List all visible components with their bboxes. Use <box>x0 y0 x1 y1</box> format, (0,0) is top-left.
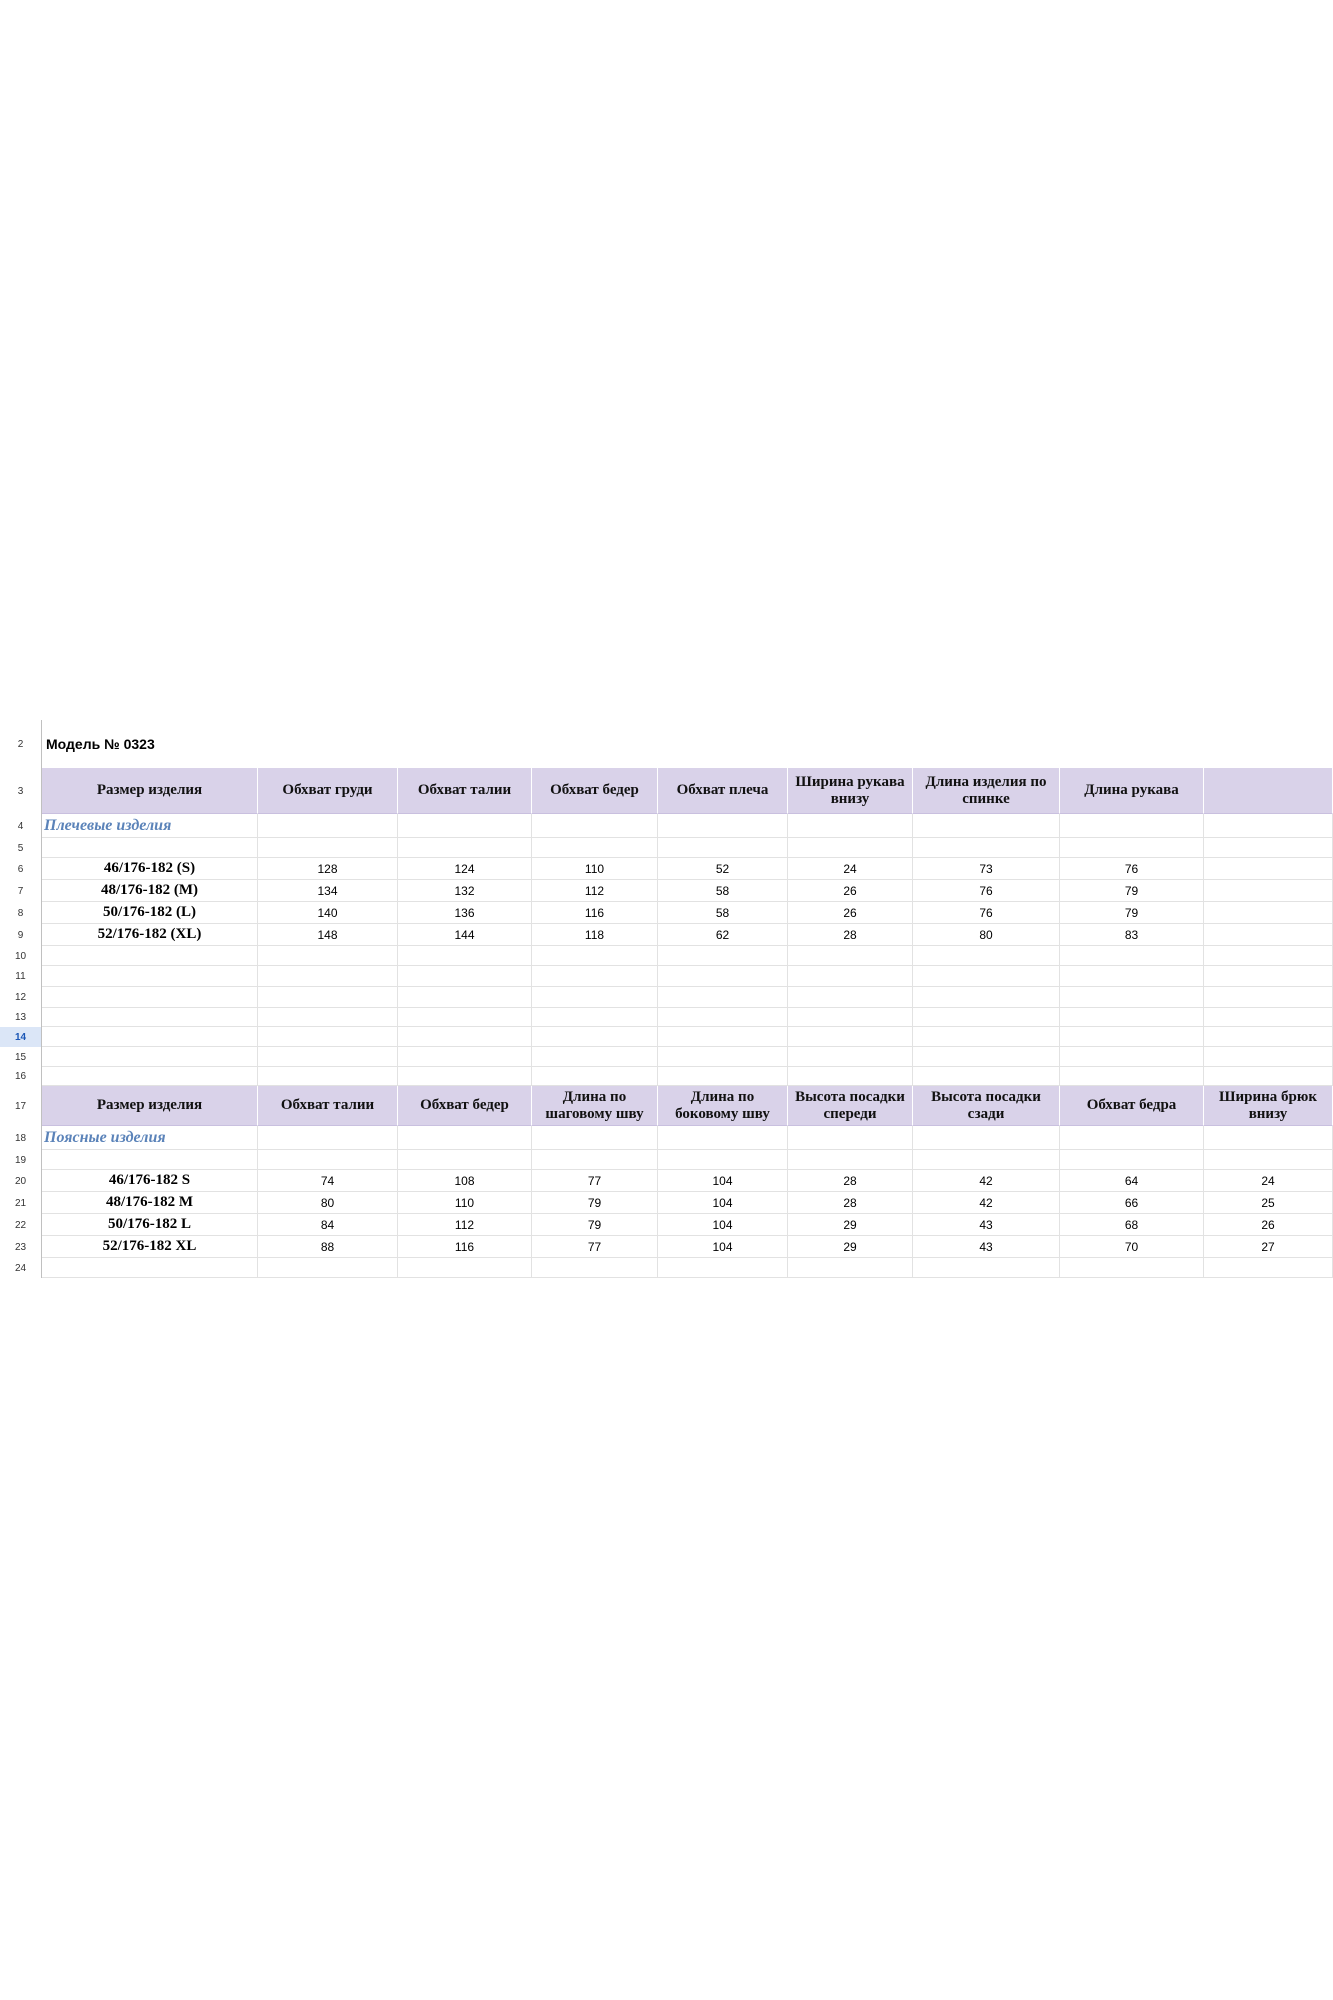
sheet-row-9[interactable] <box>0 924 1333 946</box>
column-header[interactable]: Размер изделия <box>42 1086 258 1126</box>
row-number[interactable]: 11 <box>0 966 42 987</box>
sheet-row-14[interactable] <box>0 1027 1333 1047</box>
column-header[interactable]: Длина по шаговому шву <box>532 1086 658 1126</box>
empty-cell[interactable] <box>788 1126 913 1150</box>
value-cell[interactable]: 128 <box>258 858 398 880</box>
empty-cell[interactable] <box>658 1150 788 1170</box>
empty-cell[interactable] <box>1060 987 1204 1008</box>
empty-cell[interactable] <box>42 1047 258 1067</box>
value-cell[interactable]: 77 <box>532 1170 658 1192</box>
value-cell[interactable]: 116 <box>398 1236 532 1258</box>
value-cell[interactable]: 110 <box>532 858 658 880</box>
empty-cell[interactable] <box>258 987 398 1008</box>
empty-cell[interactable] <box>913 946 1060 966</box>
row-number[interactable]: 2 <box>0 720 42 768</box>
row-number[interactable]: 14 <box>0 1027 42 1047</box>
empty-cell[interactable] <box>788 1067 913 1086</box>
row-number[interactable]: 24 <box>0 1258 42 1278</box>
empty-cell[interactable] <box>1060 966 1204 987</box>
value-cell[interactable]: 25 <box>1204 1192 1333 1214</box>
empty-cell[interactable] <box>258 1047 398 1067</box>
sheet-row-2[interactable] <box>0 720 1333 768</box>
empty-cell[interactable] <box>398 1126 532 1150</box>
sheet-row-5[interactable] <box>0 838 1333 858</box>
empty-cell[interactable] <box>398 1008 532 1027</box>
size-cell[interactable]: 50/176-182 (L) <box>42 902 258 924</box>
value-cell[interactable]: 140 <box>258 902 398 924</box>
value-cell[interactable] <box>1204 880 1333 902</box>
value-cell[interactable]: 27 <box>1204 1236 1333 1258</box>
value-cell[interactable]: 28 <box>788 924 913 946</box>
value-cell[interactable]: 26 <box>788 902 913 924</box>
value-cell[interactable]: 124 <box>398 858 532 880</box>
sheet-row-24[interactable] <box>0 1258 1333 1278</box>
empty-cell[interactable] <box>398 1067 532 1086</box>
empty-cell[interactable] <box>913 1258 1060 1278</box>
sheet-row-16[interactable] <box>0 1067 1333 1086</box>
empty-cell[interactable] <box>258 814 398 838</box>
value-cell[interactable] <box>1204 858 1333 880</box>
row-number[interactable]: 7 <box>0 880 42 902</box>
column-header[interactable]: Обхват груди <box>258 768 398 814</box>
empty-cell[interactable] <box>658 814 788 838</box>
column-header[interactable] <box>1204 768 1333 814</box>
empty-cell[interactable] <box>1204 1067 1333 1086</box>
empty-cell[interactable] <box>913 814 1060 838</box>
value-cell[interactable]: 28 <box>788 1192 913 1214</box>
value-cell[interactable]: 26 <box>788 880 913 902</box>
row-number[interactable]: 21 <box>0 1192 42 1214</box>
value-cell[interactable]: 79 <box>532 1214 658 1236</box>
empty-cell[interactable] <box>532 1008 658 1027</box>
empty-cell[interactable] <box>1060 1047 1204 1067</box>
value-cell[interactable]: 43 <box>913 1214 1060 1236</box>
empty-cell[interactable] <box>258 838 398 858</box>
column-header[interactable]: Обхват талии <box>398 768 532 814</box>
empty-cell[interactable] <box>1060 1027 1204 1047</box>
empty-cell[interactable] <box>42 966 258 987</box>
empty-cell[interactable] <box>658 1067 788 1086</box>
column-header[interactable]: Длина рукава <box>1060 768 1204 814</box>
value-cell[interactable]: 68 <box>1060 1214 1204 1236</box>
value-cell[interactable]: 79 <box>1060 880 1204 902</box>
empty-cell[interactable] <box>788 838 913 858</box>
empty-cell[interactable] <box>1060 1126 1204 1150</box>
value-cell[interactable] <box>1204 902 1333 924</box>
value-cell[interactable]: 70 <box>1060 1236 1204 1258</box>
empty-cell[interactable] <box>1204 1258 1333 1278</box>
empty-cell[interactable] <box>788 1258 913 1278</box>
empty-cell[interactable] <box>788 1027 913 1047</box>
sheet-row-3[interactable] <box>0 768 1333 814</box>
size-cell[interactable]: 52/176-182 (XL) <box>42 924 258 946</box>
empty-cell[interactable] <box>658 1047 788 1067</box>
value-cell[interactable]: 64 <box>1060 1170 1204 1192</box>
sheet-row-18[interactable] <box>0 1126 1333 1150</box>
value-cell[interactable]: 116 <box>532 902 658 924</box>
value-cell[interactable]: 104 <box>658 1236 788 1258</box>
value-cell[interactable]: 76 <box>913 902 1060 924</box>
empty-cell[interactable] <box>788 1047 913 1067</box>
row-number[interactable]: 5 <box>0 838 42 858</box>
empty-cell[interactable] <box>788 946 913 966</box>
value-cell[interactable] <box>1204 924 1333 946</box>
empty-cell[interactable] <box>658 966 788 987</box>
value-cell[interactable]: 76 <box>1060 858 1204 880</box>
row-number[interactable]: 12 <box>0 987 42 1008</box>
empty-cell[interactable] <box>258 1150 398 1170</box>
row-number[interactable]: 17 <box>0 1086 42 1126</box>
empty-cell[interactable] <box>1204 1150 1333 1170</box>
value-cell[interactable]: 58 <box>658 902 788 924</box>
column-header[interactable]: Обхват бедер <box>532 768 658 814</box>
empty-cell[interactable] <box>532 1047 658 1067</box>
column-header[interactable]: Размер изделия <box>42 768 258 814</box>
empty-cell[interactable] <box>42 838 258 858</box>
empty-cell[interactable] <box>532 1126 658 1150</box>
value-cell[interactable]: 79 <box>1060 902 1204 924</box>
value-cell[interactable]: 88 <box>258 1236 398 1258</box>
empty-cell[interactable] <box>913 1047 1060 1067</box>
value-cell[interactable]: 104 <box>658 1214 788 1236</box>
empty-cell[interactable] <box>258 1008 398 1027</box>
value-cell[interactable]: 110 <box>398 1192 532 1214</box>
size-cell[interactable]: 46/176-182 (S) <box>42 858 258 880</box>
sheet-row-6[interactable] <box>0 858 1333 880</box>
empty-cell[interactable] <box>42 1258 258 1278</box>
value-cell[interactable]: 83 <box>1060 924 1204 946</box>
empty-cell[interactable] <box>788 814 913 838</box>
empty-cell[interactable] <box>532 814 658 838</box>
empty-cell[interactable] <box>658 838 788 858</box>
empty-cell[interactable] <box>1204 838 1333 858</box>
value-cell[interactable]: 29 <box>788 1214 913 1236</box>
empty-cell[interactable] <box>398 987 532 1008</box>
empty-cell[interactable] <box>658 1027 788 1047</box>
sheet-row-11[interactable] <box>0 966 1333 987</box>
value-cell[interactable]: 24 <box>788 858 913 880</box>
empty-cell[interactable] <box>658 1258 788 1278</box>
value-cell[interactable]: 108 <box>398 1170 532 1192</box>
value-cell[interactable]: 26 <box>1204 1214 1333 1236</box>
empty-cell[interactable] <box>1204 946 1333 966</box>
row-number[interactable]: 22 <box>0 1214 42 1236</box>
row-number[interactable]: 23 <box>0 1236 42 1258</box>
empty-cell[interactable] <box>532 1067 658 1086</box>
empty-cell[interactable] <box>658 987 788 1008</box>
empty-cell[interactable] <box>913 1067 1060 1086</box>
empty-cell[interactable] <box>1204 1126 1333 1150</box>
row-number[interactable]: 18 <box>0 1126 42 1150</box>
empty-cell[interactable] <box>42 1027 258 1047</box>
empty-cell[interactable] <box>788 1150 913 1170</box>
value-cell[interactable]: 134 <box>258 880 398 902</box>
empty-cell[interactable] <box>913 966 1060 987</box>
empty-cell[interactable] <box>788 966 913 987</box>
empty-cell[interactable] <box>1204 966 1333 987</box>
sheet-row-22[interactable] <box>0 1214 1333 1236</box>
sheet-row-23[interactable] <box>0 1236 1333 1258</box>
empty-cell[interactable] <box>42 1067 258 1086</box>
value-cell[interactable]: 62 <box>658 924 788 946</box>
value-cell[interactable]: 132 <box>398 880 532 902</box>
value-cell[interactable]: 84 <box>258 1214 398 1236</box>
row-number[interactable]: 16 <box>0 1067 42 1086</box>
empty-cell[interactable] <box>532 1150 658 1170</box>
sheet-row-10[interactable] <box>0 946 1333 966</box>
column-header[interactable]: Ширина рукава внизу <box>788 768 913 814</box>
value-cell[interactable]: 104 <box>658 1192 788 1214</box>
sheet-row-8[interactable] <box>0 902 1333 924</box>
model-title: Модель № 0323 <box>46 736 155 752</box>
empty-cell[interactable] <box>658 946 788 966</box>
column-header[interactable]: Высота посадки сзади <box>913 1086 1060 1126</box>
empty-cell[interactable] <box>1204 1047 1333 1067</box>
value-cell[interactable]: 52 <box>658 858 788 880</box>
value-cell[interactable]: 112 <box>398 1214 532 1236</box>
column-header[interactable]: Обхват бедер <box>398 1086 532 1126</box>
section-label: Поясные изделия <box>44 1129 166 1146</box>
row-number[interactable]: 4 <box>0 814 42 838</box>
value-cell[interactable]: 58 <box>658 880 788 902</box>
row-number[interactable]: 13 <box>0 1008 42 1027</box>
row-number[interactable]: 3 <box>0 768 42 814</box>
empty-cell[interactable] <box>258 1126 398 1150</box>
sheet-row-4[interactable] <box>0 814 1333 838</box>
size-cell[interactable]: 48/176-182 (M) <box>42 880 258 902</box>
empty-cell[interactable] <box>42 987 258 1008</box>
value-cell[interactable]: 28 <box>788 1170 913 1192</box>
value-cell[interactable]: 79 <box>532 1192 658 1214</box>
empty-cell[interactable] <box>532 1258 658 1278</box>
empty-cell[interactable] <box>1060 838 1204 858</box>
empty-cell[interactable] <box>1060 1258 1204 1278</box>
empty-cell[interactable] <box>658 1126 788 1150</box>
empty-cell[interactable] <box>532 966 658 987</box>
value-cell[interactable]: 29 <box>788 1236 913 1258</box>
value-cell[interactable]: 77 <box>532 1236 658 1258</box>
sheet-row-20[interactable] <box>0 1170 1333 1192</box>
column-header[interactable]: Длина по боковому шву <box>658 1086 788 1126</box>
sheet-row-7[interactable] <box>0 880 1333 902</box>
empty-cell[interactable] <box>658 1008 788 1027</box>
value-cell[interactable]: 104 <box>658 1170 788 1192</box>
value-cell[interactable]: 80 <box>258 1192 398 1214</box>
sheet-row-12[interactable] <box>0 987 1333 1008</box>
empty-cell[interactable] <box>788 987 913 1008</box>
empty-cell[interactable] <box>398 814 532 838</box>
row-number[interactable]: 9 <box>0 924 42 946</box>
sheet-row-17[interactable] <box>0 1086 1333 1126</box>
value-cell[interactable]: 43 <box>913 1236 1060 1258</box>
empty-cell[interactable] <box>913 838 1060 858</box>
empty-cell[interactable] <box>258 1067 398 1086</box>
value-cell[interactable]: 144 <box>398 924 532 946</box>
empty-cell[interactable] <box>1060 1008 1204 1027</box>
empty-cell[interactable] <box>532 946 658 966</box>
empty-cell[interactable] <box>42 1008 258 1027</box>
empty-cell[interactable] <box>42 946 258 966</box>
empty-cell[interactable] <box>913 1027 1060 1047</box>
empty-cell[interactable] <box>398 838 532 858</box>
empty-cell[interactable] <box>1204 987 1333 1008</box>
row-number[interactable]: 8 <box>0 902 42 924</box>
empty-cell[interactable] <box>258 1027 398 1047</box>
empty-cell[interactable] <box>532 987 658 1008</box>
column-header[interactable]: Длина изделия по спинке <box>913 768 1060 814</box>
empty-cell[interactable] <box>258 946 398 966</box>
value-cell[interactable]: 136 <box>398 902 532 924</box>
value-cell[interactable]: 73 <box>913 858 1060 880</box>
empty-cell[interactable] <box>913 1008 1060 1027</box>
value-cell[interactable]: 24 <box>1204 1170 1333 1192</box>
row-number[interactable]: 15 <box>0 1047 42 1067</box>
empty-cell[interactable] <box>258 1258 398 1278</box>
sheet-row-19[interactable] <box>0 1150 1333 1170</box>
empty-cell[interactable] <box>913 987 1060 1008</box>
row-number[interactable]: 6 <box>0 858 42 880</box>
value-cell[interactable]: 118 <box>532 924 658 946</box>
row-number[interactable]: 19 <box>0 1150 42 1170</box>
section-label: Плечевые изделия <box>44 817 172 834</box>
value-cell[interactable]: 42 <box>913 1192 1060 1214</box>
empty-cell[interactable] <box>913 1150 1060 1170</box>
size-cell[interactable]: 46/176-182 S <box>42 1170 258 1192</box>
size-cell[interactable]: 48/176-182 M <box>42 1192 258 1214</box>
column-header[interactable]: Обхват бедра <box>1060 1086 1204 1126</box>
sheet-row-13[interactable] <box>0 1008 1333 1027</box>
column-header[interactable]: Ширина брюк внизу <box>1204 1086 1333 1126</box>
column-header[interactable]: Обхват талии <box>258 1086 398 1126</box>
empty-cell[interactable] <box>42 1150 258 1170</box>
empty-cell[interactable] <box>1060 1067 1204 1086</box>
value-cell[interactable]: 112 <box>532 880 658 902</box>
size-cell[interactable]: 52/176-182 XL <box>42 1236 258 1258</box>
sheet-row-21[interactable] <box>0 1192 1333 1214</box>
empty-cell[interactable] <box>398 1150 532 1170</box>
value-cell[interactable]: 80 <box>913 924 1060 946</box>
empty-cell[interactable] <box>1204 1008 1333 1027</box>
value-cell[interactable]: 76 <box>913 880 1060 902</box>
value-cell[interactable]: 42 <box>913 1170 1060 1192</box>
empty-cell[interactable] <box>1060 946 1204 966</box>
empty-cell[interactable] <box>532 838 658 858</box>
column-header[interactable]: Высота посадки спереди <box>788 1086 913 1126</box>
value-cell[interactable]: 74 <box>258 1170 398 1192</box>
empty-cell[interactable] <box>1060 814 1204 838</box>
empty-cell[interactable] <box>788 1008 913 1027</box>
empty-cell[interactable] <box>398 1258 532 1278</box>
empty-cell[interactable] <box>398 966 532 987</box>
empty-cell[interactable] <box>398 1047 532 1067</box>
empty-cell[interactable] <box>913 1126 1060 1150</box>
value-cell[interactable]: 66 <box>1060 1192 1204 1214</box>
value-cell[interactable]: 148 <box>258 924 398 946</box>
row-number[interactable]: 10 <box>0 946 42 966</box>
row-number[interactable]: 20 <box>0 1170 42 1192</box>
sheet-row-15[interactable] <box>0 1047 1333 1067</box>
column-header[interactable]: Обхват плеча <box>658 768 788 814</box>
empty-cell[interactable] <box>532 1027 658 1047</box>
empty-cell[interactable] <box>258 966 398 987</box>
size-cell[interactable]: 50/176-182 L <box>42 1214 258 1236</box>
empty-cell[interactable] <box>1204 1027 1333 1047</box>
empty-cell[interactable] <box>398 946 532 966</box>
empty-cell[interactable] <box>1060 1150 1204 1170</box>
empty-cell[interactable] <box>398 1027 532 1047</box>
empty-cell[interactable] <box>1204 814 1333 838</box>
